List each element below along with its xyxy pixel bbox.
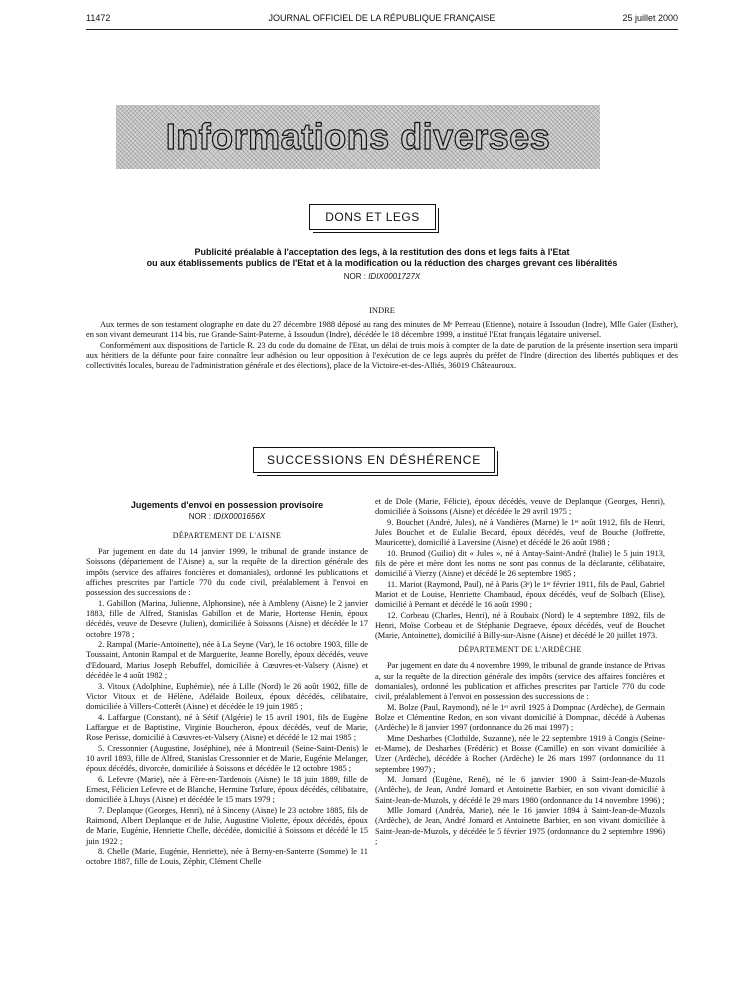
succession-entry: M. Jomard (Eugène, René), né le 6 janvier 1900 à Saint-Jean-de-Muzols (Ardèche), de Jean, André Jomard et Antoinette Barbier, en son vivant domicilié à Saint-Jean-de-Muzols, y décédé le 29 mars 1980 (ordonnance du 14 novembre 1996) ; [375, 774, 665, 805]
running-header [86, 13, 678, 27]
successions-heading: SUCCESSIONS EN DÉSHÉRENCE [266, 453, 482, 467]
nor-label: NOR : [343, 272, 366, 281]
succession-entry: 5. Cressonnier (Augustine, Joséphine), née à Montreuil (Seine-Saint-Denis) le 10 avril 1893, fille de Alfred, Stanislas Cressonnier et de Marie, Eugénie Melanger, époux décédés, divorcée, domiciliée à Soissons et décédée le 12 octobre 1985 ; [86, 743, 368, 774]
succession-entry: et de Dole (Marie, Félicie), époux décédés, veuve de Deplanque (Georges, Henri), domiciliée à Soissons (Aisne) et décédée le 29 avril 1975 ; [375, 497, 665, 517]
succession-entry: M. Bolze (Paul, Raymond), né le 1ᵉʳ avril 1925 à Dompnac (Ardèche), de Germain Bolze et Clémentine Redon, en son vivant domicilié à Dompnac, décédé à Aubenas (Ardèche) le 8 janvier 1997 (ordonnance du 26 mai 1997) ; [375, 702, 665, 733]
department-indre: INDRE [369, 305, 395, 315]
page-number: 11472 [86, 13, 111, 23]
succession-entry: 4. Laffargue (Constant), né à Sétif (Algérie) le 15 avril 1901, fils de Eugène Laffargue et de Baptistine, Virginie Boucheron, époux décédés, veuf de Marie, Rose Perisse, domicilié à Cœuvres-et-Valsery (Aisne) et décédé le 12 mai 1985 ; [86, 712, 368, 743]
succession-entry: 11. Mariot (Raymond, Paul), né à Paris (3ᵉ) le 1ᵉʳ février 1911, fils de Paul, Gabriel Mariot et de Louise, Henriette Chambaud, époux décédés, veuf de Solbach (Elise), domicilié à Pernant et décédé le 16 août 1990 ; [375, 579, 665, 610]
section-banner [116, 105, 600, 169]
dons-legs-heading: DONS ET LEGS [325, 210, 420, 224]
successions-heading-box [253, 447, 495, 473]
succession-entry: 8. Chelle (Marie, Eugénie, Henriette), née à Berny-en-Santerre (Somme) le 11 octobre 1887, fille de Louis, Zéphir, Clément Chelle [86, 847, 368, 867]
succession-entry: 7. Deplanque (Georges, Henri), né à Sinceny (Aisne) le 23 octobre 1885, fils de Raimond, Albert Deplanque et de Julie, Augustine Violette, époux décédés, époux de Marie, Eugénie, Henriette Chelle, décédée, domicilié à Soissons et décédé le 15 juin 1922 ; [86, 805, 368, 846]
nor-reference-2 [86, 512, 368, 522]
succession-entry: 9. Bouchet (André, Jules), né à Vandières (Marne) le 1ᵉʳ août 1912, fils de Henri, Jules Bouchet et de Eulalie Becard, époux décédés, veuf de Bouche (Joffrette, Mauricette), domicilié à Laversine (Aisne) et décédé le 26 août 1988 ; [375, 517, 665, 548]
succession-entry: Par jugement en date du 14 janvier 1999, le tribunal de grande instance de Soissons (département de l'Aisne) a, sur la requête de la direction générale des impôts (service des affaires foncières et domaniales), ordonné les publications et affiches prescrites par l'article 770 du code civil, préalablement à l'envoi en possession des successions de : [86, 547, 368, 598]
journal-title: JOURNAL OFFICIEL DE LA RÉPUBLIQUE FRANÇAISE [268, 13, 496, 23]
left-column [86, 500, 368, 868]
succession-entry: 2. Rampal (Marie-Antoinette), née à La Seyne (Var), le 16 octobre 1903, fille de Toussaint, Antonin Rampal et de Marguerite, Jeanne Borelly, époux décédés, veuve d'Edouard, Marius Joseph Rebuffel, domiciliée à Cœuvres-et-Valsery (Aisne) et décédée le 4 août 1982 ; [86, 640, 368, 681]
succession-entry: Par jugement en date du 4 novembre 1999, le tribunal de grande instance de Privas a, sur la requête de la direction générale des impôts (service des affaires foncières et domaniales), ordonné les publication et affiches prescrites par l'article 770 du code civil, préalablement à l'envoi en possession des successions de : [375, 661, 665, 702]
jugements-heading: Jugements d'envoi en possession provisoire [130, 500, 324, 510]
dons-legs-heading-box [309, 204, 436, 230]
legs-text [86, 320, 678, 371]
succession-entry: Mlle Jomard (Andréa, Marie), née le 16 janvier 1894 à Saint-Jean-de-Muzols (Ardèche), de Jean, André Jomard et Antoinette Barbier, en son vivant domiciliée à Saint-Jean-de-Muzols, y décédée le 5 février 1975 (ordonnance du 2 septembre 1996) ; [375, 805, 665, 846]
succession-entry: 3. Vitoux (Adolphine, Euphémie), née à Lille (Nord) le 26 août 1902, fille de Victor Vitoux et de Hélène, Adélaïde Boileux, époux décédés, célibataire, domiciliée à Villers-Cotterêt (Aisne) et décédée le 19 juin 1985 ; [86, 681, 368, 712]
department-aisne: DÉPARTEMENT DE L'AISNE [172, 530, 282, 540]
succession-entry: Mme Desharbes (Clothilde, Suzanne), née le 22 septembre 1919 à Congis (Seine-et-Marne), de Desharbes (Frédéric) et Bosse (Camille) en son vivant domiciliée à Uzer (Ardèche), décédée à Rocher (Ardèche) le 26 mars 1997 (ordonnance du 11 septembre 1997) ; [375, 733, 665, 774]
publicite-heading [86, 247, 678, 269]
header-rule [86, 29, 678, 30]
publicite-line-1: Publicité préalable à l'acceptation des legs, à la restitution des dons et legs faits à l'Etat [194, 247, 570, 257]
nor-label: NOR : [188, 512, 211, 522]
legs-paragraph: Aux termes de son testament olographe en date du 27 décembre 1988 déposé au rang des minutes de Mᵉ Perreau (Etienne), notaire à Issoudun (Indre), Mlle Gaïer (Esther), en son vivant demeurant 114 bis, rue Grande-Saint-Paterne, à Issoudun (Indre), décédée le 18 décembre 1999, a institué l'Etat français légataire universel. [86, 320, 678, 340]
publicite-line-2: ou aux établissements publics de l'Etat et à la modification ou la réduction des charges grevant ces libéralités [146, 258, 618, 268]
nor-code: IDIX0001656X [213, 512, 266, 522]
department-ardeche: DÉPARTEMENT DE L'ARDÈCHE [458, 644, 582, 654]
right-column [375, 497, 665, 847]
succession-entry: 12. Corbeau (Charles, Henri), né à Roubaix (Nord) le 4 septembre 1892, fils de Henri, Moïse Corbeau et de Stéphanie Degraeve, époux décédés, veuf de Bouchet (Marie, Antoinette), domicilié à Billy-sur-Aisne (Aisne) et décédé le 20 juillet 1973. [375, 610, 665, 641]
legs-paragraph: Conformément aux dispositions de l'article R. 23 du code du domaine de l'Etat, un délai de trois mois à compter de la date de parution de la présente insertion sera imparti aux héritiers de la défunte pour faire connaître leur adhésion ou leur opposition à l'exécution de ce legs auprès du préfet de l'Indre (direction des libertés publiques et des collectivités locales, bureau de l'administration générale et des élections), place de la Victoire-et-des-Alliés, 36019 Châteauroux. [86, 340, 678, 371]
nor-code: IDIX0001727X [368, 272, 421, 281]
succession-entry: 1. Gabillon (Marina, Julienne, Alphonsine), née à Ambleny (Aisne) le 2 janvier 1883, fille de Alfred, Stanislas Gabillon et de Marie, Hortense Henin, époux décédés, veuve de Desevre (Julien), domiciliée à Soissons (Aisne) et décédée le 17 octobre 1978 ; [86, 598, 368, 639]
issue-date: 25 juillet 2000 [622, 13, 678, 23]
succession-entry: 10. Brunod (Guilio) dit « Jules », né à Antay-Saint-André (Italie) le 5 juin 1913, fils de père et mère dont les noms ne sont pas connus de la déclarante, célibataire, domicilié à Vierzy (Aisne) et décédé le 26 septembre 1985 ; [375, 548, 665, 579]
banner-title: Informations diverses [165, 116, 551, 157]
succession-entry: 6. Lefevre (Marie), née à Fère-en-Tardenois (Aisne) le 18 juin 1889, fille de Ernest, Félicien Lefevre et de Blanche, Hermine Tsrlure, époux décédés, célibataire, domiciliée à Lhuys (Aisne) et décédée le 15 mars 1979 ; [86, 774, 368, 805]
nor-reference [86, 272, 678, 281]
